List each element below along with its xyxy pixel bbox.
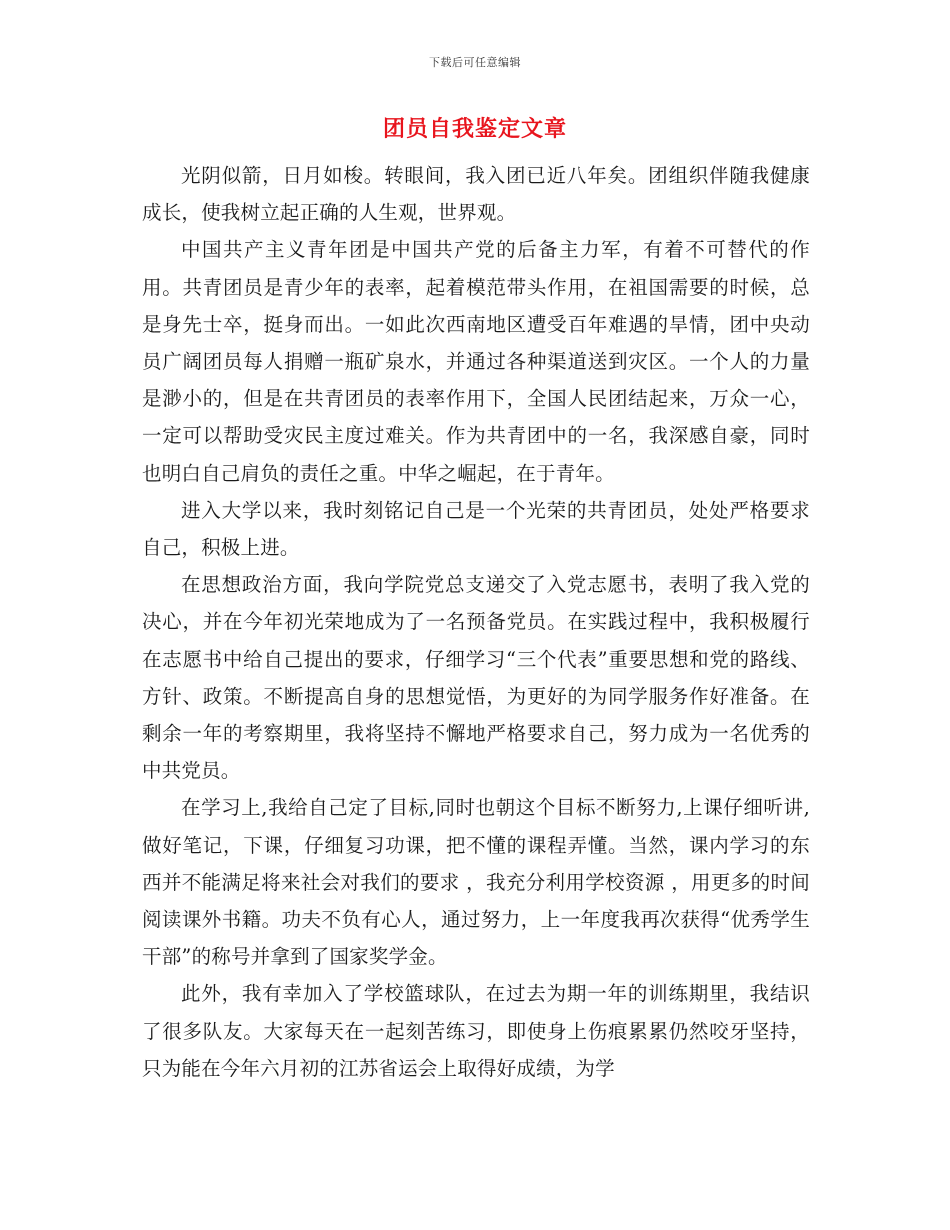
paragraph-6: 此外，我有幸加入了学校篮球队，在过去为期一年的训练期里，我结识了很多队友。大家每天在一起刻苦练习，即使身上伤痕累累仍然咬牙坚持，只为能在今年六月初的江苏省运会上取得好成绩，为学	[142, 982, 810, 1080]
paragraph-2: 中国共产主义青年团是中国共产党的后备主力军，有着不可替代的作用。共青团员是青少年的表率，起着模范带头作用，在祖国需要的时候，总是身先士卒，挺身而出。一如此次西南地区遭受百年难遇的旱情，团中央动员广阔团员每人捐赠一瓶矿泉水，并通过各种渠道送到灾区。一个人的力量是渺小的，但是在共青团员的表率作用下，全国人民团结起来，万众一心，一定可以帮助受灾民主度过难关。作为共青团中的一名，我深感自豪，同时也明白自己肩负的责任之重。中华之崛起，在于青年。	[142, 238, 810, 485]
page-header-note: 下载后可任意编辑	[429, 56, 521, 69]
paragraph-5: 在学习上,我给自己定了目标,同时也朝这个目标不断努力,上课仔细听讲,做好笔记，下课，仔细复习功课，把不懂的课程弄懂。当然，课内学习的东西并不能满足将来社会对我们的要求 ，我充分利用学校资源 ，用更多的时间阅读课外书籍。功夫不负有心人，通过努力，上一年度我再次获得“优秀学生干部”的称号并拿到了国家奖学金。	[142, 796, 810, 969]
document-body	[142, 157, 810, 1087]
paragraph-1: 光阴似箭，日月如梭。转眼间，我入团已近八年矣。团组织伴随我健康成长，使我树立起正确的人生观，世界观。	[142, 164, 810, 225]
paragraph-3: 进入大学以来，我时刻铭记自己是一个光荣的共青团员，处处严格要求自己，积极上进。	[142, 498, 810, 560]
paragraph-4: 在思想政治方面，我向学院党总支递交了入党志愿书，表明了我入党的决心，并在今年初光荣地成为了一名预备党员。在实践过程中，我积极履行在志愿书中给自己提出的要求，仔细学习“三个代表”重要思想和党的路线、方针、政策。不断提高自身的思想觉悟，为更好的为同学服务作好准备。在剩余一年的考察期里，我将坚持不懈地严格要求自己，努力成为一名优秀的中共党员。	[142, 573, 810, 783]
document-title: 团员自我鉴定文章	[382, 116, 567, 142]
